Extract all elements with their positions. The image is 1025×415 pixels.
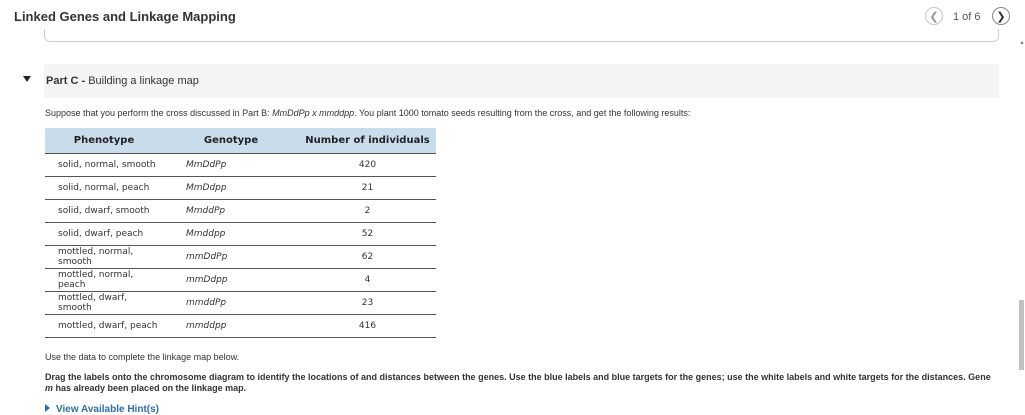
table-row [45,154,436,177]
count-cell: 2 [299,200,436,223]
phenotype-cell: mottled, normal, smooth [45,246,163,269]
phenotype-cell: solid, dwarf, smooth [45,200,163,223]
header-count: Number of individuals [299,128,436,154]
chevron-right-icon: ❯ [996,10,1006,23]
genotype-cell: MmDdPp [163,154,299,177]
table-row [45,269,436,292]
intro-prefix: Suppose that you perform the cross discussed in Part B: [45,108,273,118]
genotype-cell: mmddpp [163,315,299,338]
results-table [45,128,436,338]
table-header-row [45,128,436,154]
count-cell: 416 [299,315,436,338]
count-cell: 23 [299,292,436,315]
next-button[interactable] [992,7,1010,25]
count-cell: 21 [299,177,436,200]
genotype-cell: Mmddpp [163,223,299,246]
page-title: Linked Genes and Linkage Mapping [14,9,236,24]
phenotype-cell: solid, normal, smooth [45,154,163,177]
previous-button[interactable] [925,7,943,25]
intro-text [45,108,690,118]
table-row [45,200,436,223]
cross-notation: MmDdPp x mmddpp [272,108,355,118]
table-row [45,177,436,200]
part-label: Part C [46,75,79,87]
intro-suffix: . You plant 1000 tomato seeds resulting from the cross, and get the following results: [354,108,691,118]
use-data-text: Use the data to complete the linkage map below. [45,352,240,362]
phenotype-cell: mottled, normal, peach [45,269,163,292]
instructions-text [45,372,1000,394]
phenotype-cell: mottled, dwarf, smooth [45,292,163,315]
phenotype-cell: solid, normal, peach [45,177,163,200]
collapse-caret-icon[interactable] [23,76,31,82]
instructions-part1: Drag the labels onto the chromosome diagram to identify the locations of and distances between the genes. Use the blue labels and blue targets for the genes; use the white labels and white targets for the distances. Gene [45,372,991,382]
header-phenotype: Phenotype [45,128,163,154]
genotype-cell: mmDdPp [163,246,299,269]
view-hints-link[interactable] [45,404,159,415]
previous-part-panel [44,29,999,42]
instructions-part2: has already been placed on the linkage map. [53,383,247,393]
scroll-up-arrow[interactable]: ▲ [1019,40,1025,46]
expand-triangle-icon [45,404,50,412]
genotype-cell: mmddPp [163,292,299,315]
part-separator: - [78,75,89,87]
table-row [45,292,436,315]
genotype-cell: MmddPp [163,200,299,223]
hints-label: View Available Hint(s) [56,404,159,415]
table-row [45,246,436,269]
genotype-cell: mmDdpp [163,269,299,292]
scrollbar-thumb[interactable] [1019,300,1024,370]
part-title[interactable] [46,75,199,87]
count-cell: 4 [299,269,436,292]
genotype-cell: MmDdpp [163,177,299,200]
header-genotype: Genotype [163,128,299,154]
gene-name: m [45,383,54,393]
page-counter: 1 of 6 [953,11,981,23]
part-name: Building a linkage map [88,75,199,87]
table-row [45,223,436,246]
phenotype-cell: solid, dwarf, peach [45,223,163,246]
phenotype-cell: mottled, dwarf, peach [45,315,163,338]
table-row [45,315,436,338]
count-cell: 52 [299,223,436,246]
chevron-left-icon: ❮ [929,10,939,23]
count-cell: 62 [299,246,436,269]
count-cell: 420 [299,154,436,177]
